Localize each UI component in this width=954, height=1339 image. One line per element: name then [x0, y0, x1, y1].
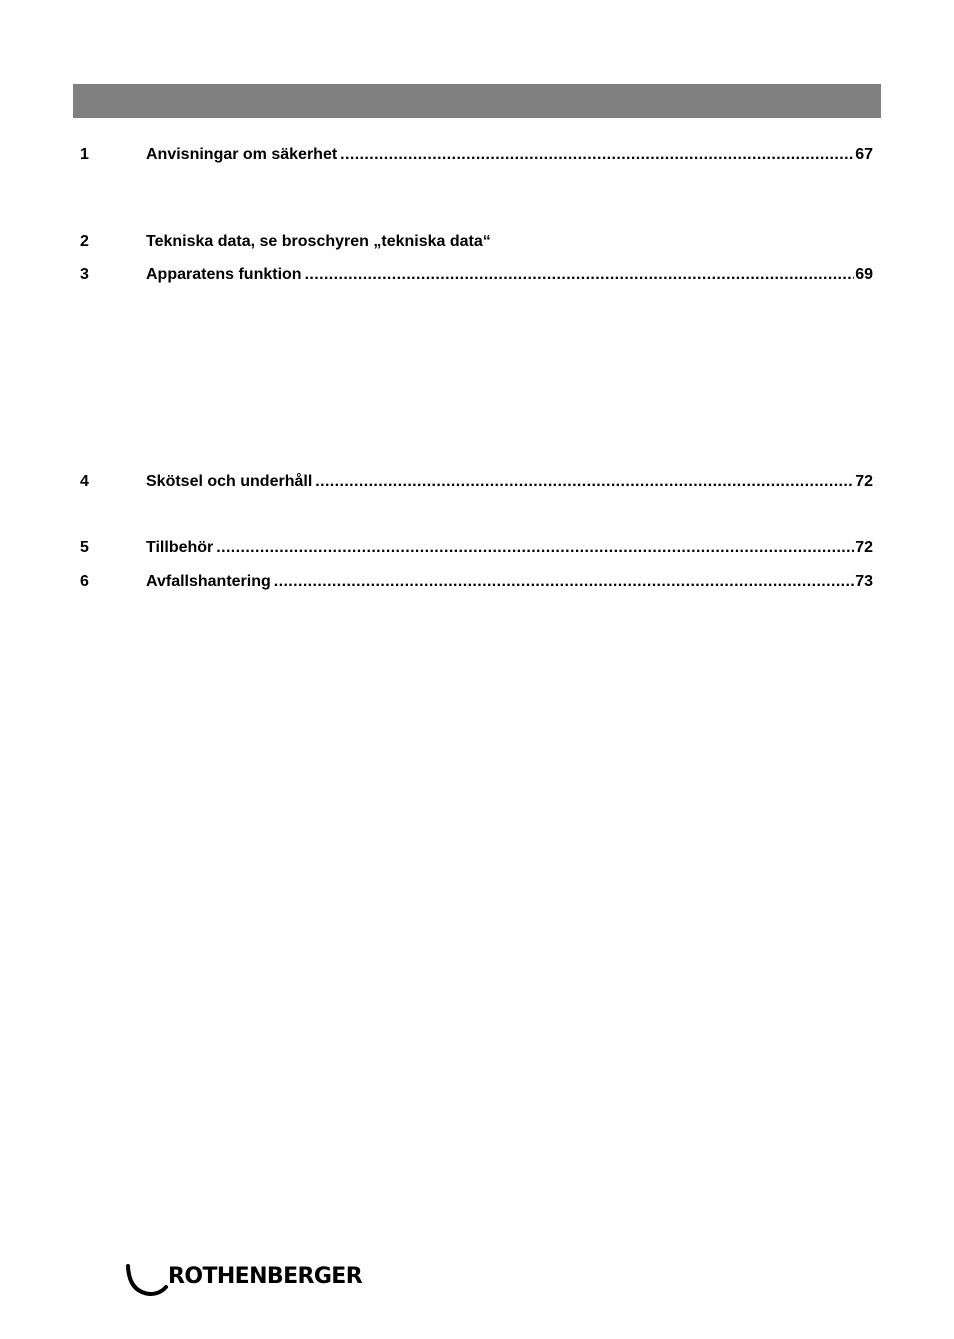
toc-leader-dots: [315, 472, 854, 492]
toc-number: 3: [80, 266, 89, 283]
toc-title: Tekniska data, se broschyren „tekniska data“: [146, 233, 491, 250]
toc-entry-2[interactable]: [80, 232, 873, 252]
toc-entry-6[interactable]: [80, 572, 873, 592]
toc-entry-3[interactable]: [80, 265, 873, 285]
toc-title: Skötsel och underhåll: [146, 473, 313, 490]
toc-number: 5: [80, 539, 89, 556]
toc-page-number: 72: [855, 473, 873, 490]
toc-leader-dots: [305, 265, 855, 285]
toc-title: Avfallshantering: [146, 573, 271, 590]
toc-entry-4[interactable]: [80, 472, 873, 492]
toc-number: 1: [80, 146, 89, 163]
toc-page-number: 67: [855, 146, 873, 163]
toc-title: Apparatens funktion: [146, 266, 302, 283]
toc-leader-dots: [216, 538, 854, 558]
toc-number: 2: [80, 233, 89, 250]
toc-title: Anvisningar om säkerhet: [146, 146, 338, 163]
toc-entry-5[interactable]: [80, 538, 873, 558]
logo-hook-icon: [124, 1262, 172, 1298]
toc-leader-dots: [340, 145, 854, 165]
rothenberger-logo: [124, 1262, 362, 1300]
logo-text: ROTHENBERGER: [168, 1264, 363, 1289]
toc-number: 4: [80, 473, 89, 490]
toc-entry-1[interactable]: [80, 145, 873, 165]
toc-page-number: 73: [855, 573, 873, 590]
toc-page-number: 72: [855, 539, 873, 556]
toc-leader-dots: [274, 572, 854, 592]
header-bar: [73, 84, 881, 118]
toc-page-number: 69: [855, 266, 873, 283]
toc-number: 6: [80, 573, 89, 590]
toc-title: Tillbehör: [146, 539, 214, 556]
